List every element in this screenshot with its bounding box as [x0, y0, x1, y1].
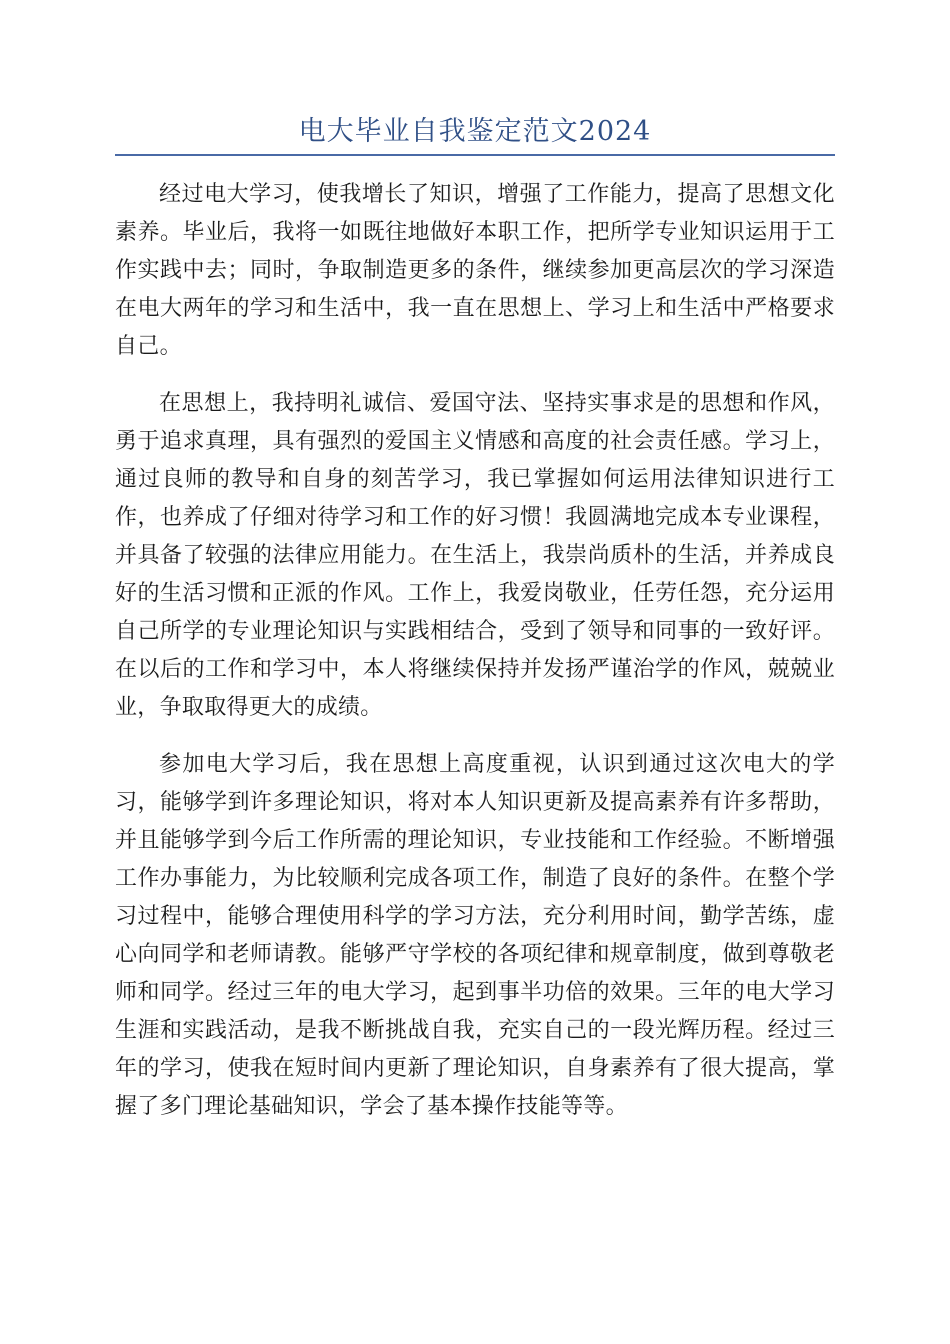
paragraph-2: 在思想上，我持明礼诚信、爱国守法、坚持实事求是的思想和作风，勇于追求真理，具有强烈的爱国主义情感和高度的社会责任感。学习上，通过良师的教导和自身的刻苦学习，我已掌握如何运用法律知识进行工作，也养成了仔细对待学习和工作的好习惯！我圆满地完成本专业课程，并具备了较强的法律应用能力。在生活上，我崇尚质朴的生活，并养成良好的生活习惯和正派的作风。工作上，我爱岗敬业，任劳任怨，充分运用自己所学的专业理论知识与实践相结合，受到了领导和同事的一致好评。在以后的工作和学习中，本人将继续保持并发扬严谨治学的作风，兢兢业业，争取取得更大的成绩。 — [115, 391, 835, 720]
paragraph-1: 经过电大学习，使我增长了知识，增强了工作能力，提高了思想文化素养。毕业后，我将一如既往地做好本职工作，把所学专业知识运用于工作实践中去；同时，争取制造更多的条件，继续参加更高层次的学习深造在电大两年的学习和生活中，我一直在思想上、学习上和生活中严格要求自己。 — [115, 182, 835, 359]
document-body — [115, 176, 835, 1145]
paragraph-3: 参加电大学习后，我在思想上高度重视，认识到通过这次电大的学习，能够学到许多理论知识，将对本人知识更新及提高素养有许多帮助，并且能够学到今后工作所需的理论知识，专业技能和工作经验。不断增强工作办事能力，为比较顺利完成各项工作，制造了良好的条件。在整个学习过程中，能够合理使用科学的学习方法，充分利用时间，勤学苦练，虚心向同学和老师请教。能够严守学校的各项纪律和规章制度，做到尊敬老师和同学。经过三年的电大学习，起到事半功倍的效果。三年的电大学习生涯和实践活动，是我不断挑战自我，充实自己的一段光辉历程。经过三年的学习，使我在短时间内更新了理论知识，自身素养有了很大提高，掌握了多门理论基础知识，学会了基本操作技能等等。 — [115, 752, 835, 1119]
document-title: 电大毕业自我鉴定范文2024 — [298, 116, 652, 147]
title-underline — [115, 154, 835, 156]
